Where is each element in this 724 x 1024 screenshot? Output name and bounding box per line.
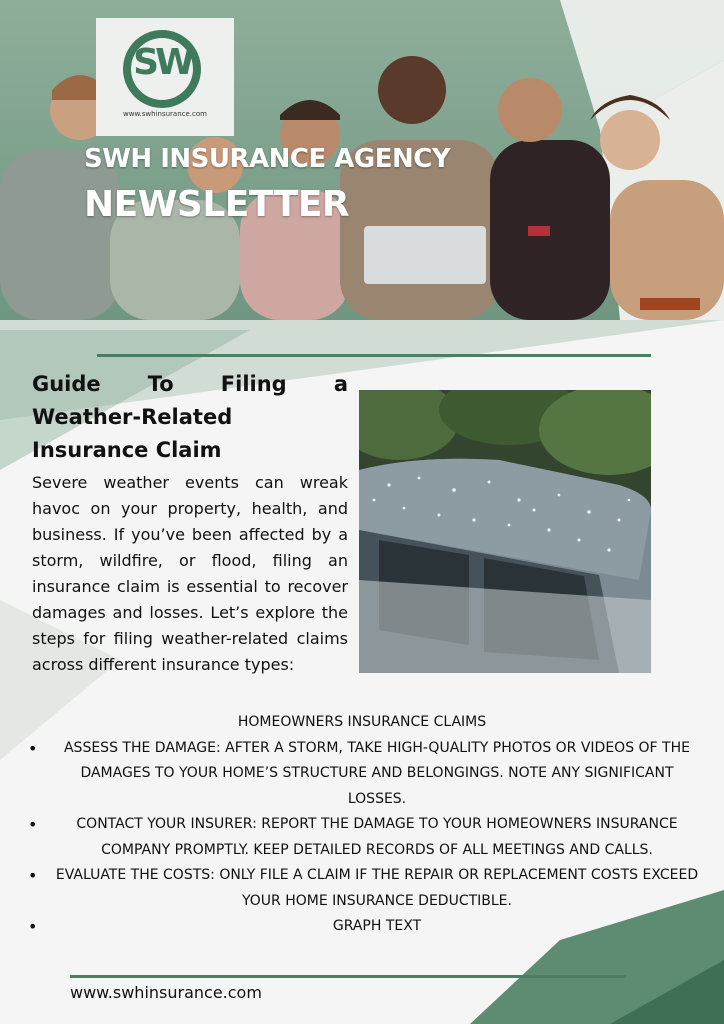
car-image — [359, 390, 651, 673]
article-title-line3: Insurance Claim — [32, 438, 222, 462]
article-title-line2: Weather-Related — [32, 405, 233, 429]
top-divider — [97, 354, 651, 357]
title-word: To — [147, 372, 174, 396]
footer-website-link[interactable]: www.swhinsurance.com — [70, 983, 262, 1002]
homeowners-section — [22, 710, 702, 940]
newsletter-title: NEWSLETTER — [84, 184, 350, 225]
article-title — [32, 368, 348, 467]
list-item: • ASSESS THE DAMAGE: AFTER A STORM, TAKE HIGH-QUALITY PHOTOS OR VIDEOS OF THE DAMAGES TO YOUR HOME’S STRUCTURE AND BELONGINGS. NOTE ANY SIGNIFICANT LOSSES. — [22, 736, 702, 813]
logo-mark — [123, 30, 201, 108]
list-item: • GRAPH TEXT — [22, 914, 702, 940]
article-title-line1 — [32, 368, 348, 401]
title-word: Guide — [32, 372, 101, 396]
bottom-divider — [70, 975, 626, 978]
logo-letters: SW — [133, 42, 191, 83]
bullet-list — [22, 736, 702, 940]
agency-title: SWH INSURANCE AGENCY — [84, 144, 451, 174]
list-item: • EVALUATE THE COSTS: ONLY FILE A CLAIM IF THE REPAIR OR REPLACEMENT COSTS EXCEED YOUR HOME INSURANCE DEDUCTIBLE. — [22, 863, 702, 914]
hail-damaged-car-photo — [359, 390, 651, 673]
section-heading: HOMEOWNERS INSURANCE CLAIMS — [237, 714, 487, 730]
company-logo — [96, 18, 234, 136]
title-word: a — [333, 372, 348, 396]
title-word: Filing — [220, 372, 287, 396]
article-body: Severe weather events can wreak havoc on your property, health, and business. If you’ve been affected by a storm, wildfire, or flood, filing an insurance claim is essential to recover damages and losses. Let’s explore the steps for filing weather-related claims across different insurance types: — [32, 473, 348, 674]
list-item: • CONTACT YOUR INSURER: REPORT THE DAMAGE TO YOUR HOMEOWNERS INSURANCE COMPANY PROMPTLY. KEEP DETAILED RECORDS OF ALL MEETINGS AND CALLS. — [22, 812, 702, 863]
logo-url: www.swhinsurance.com — [123, 110, 207, 118]
